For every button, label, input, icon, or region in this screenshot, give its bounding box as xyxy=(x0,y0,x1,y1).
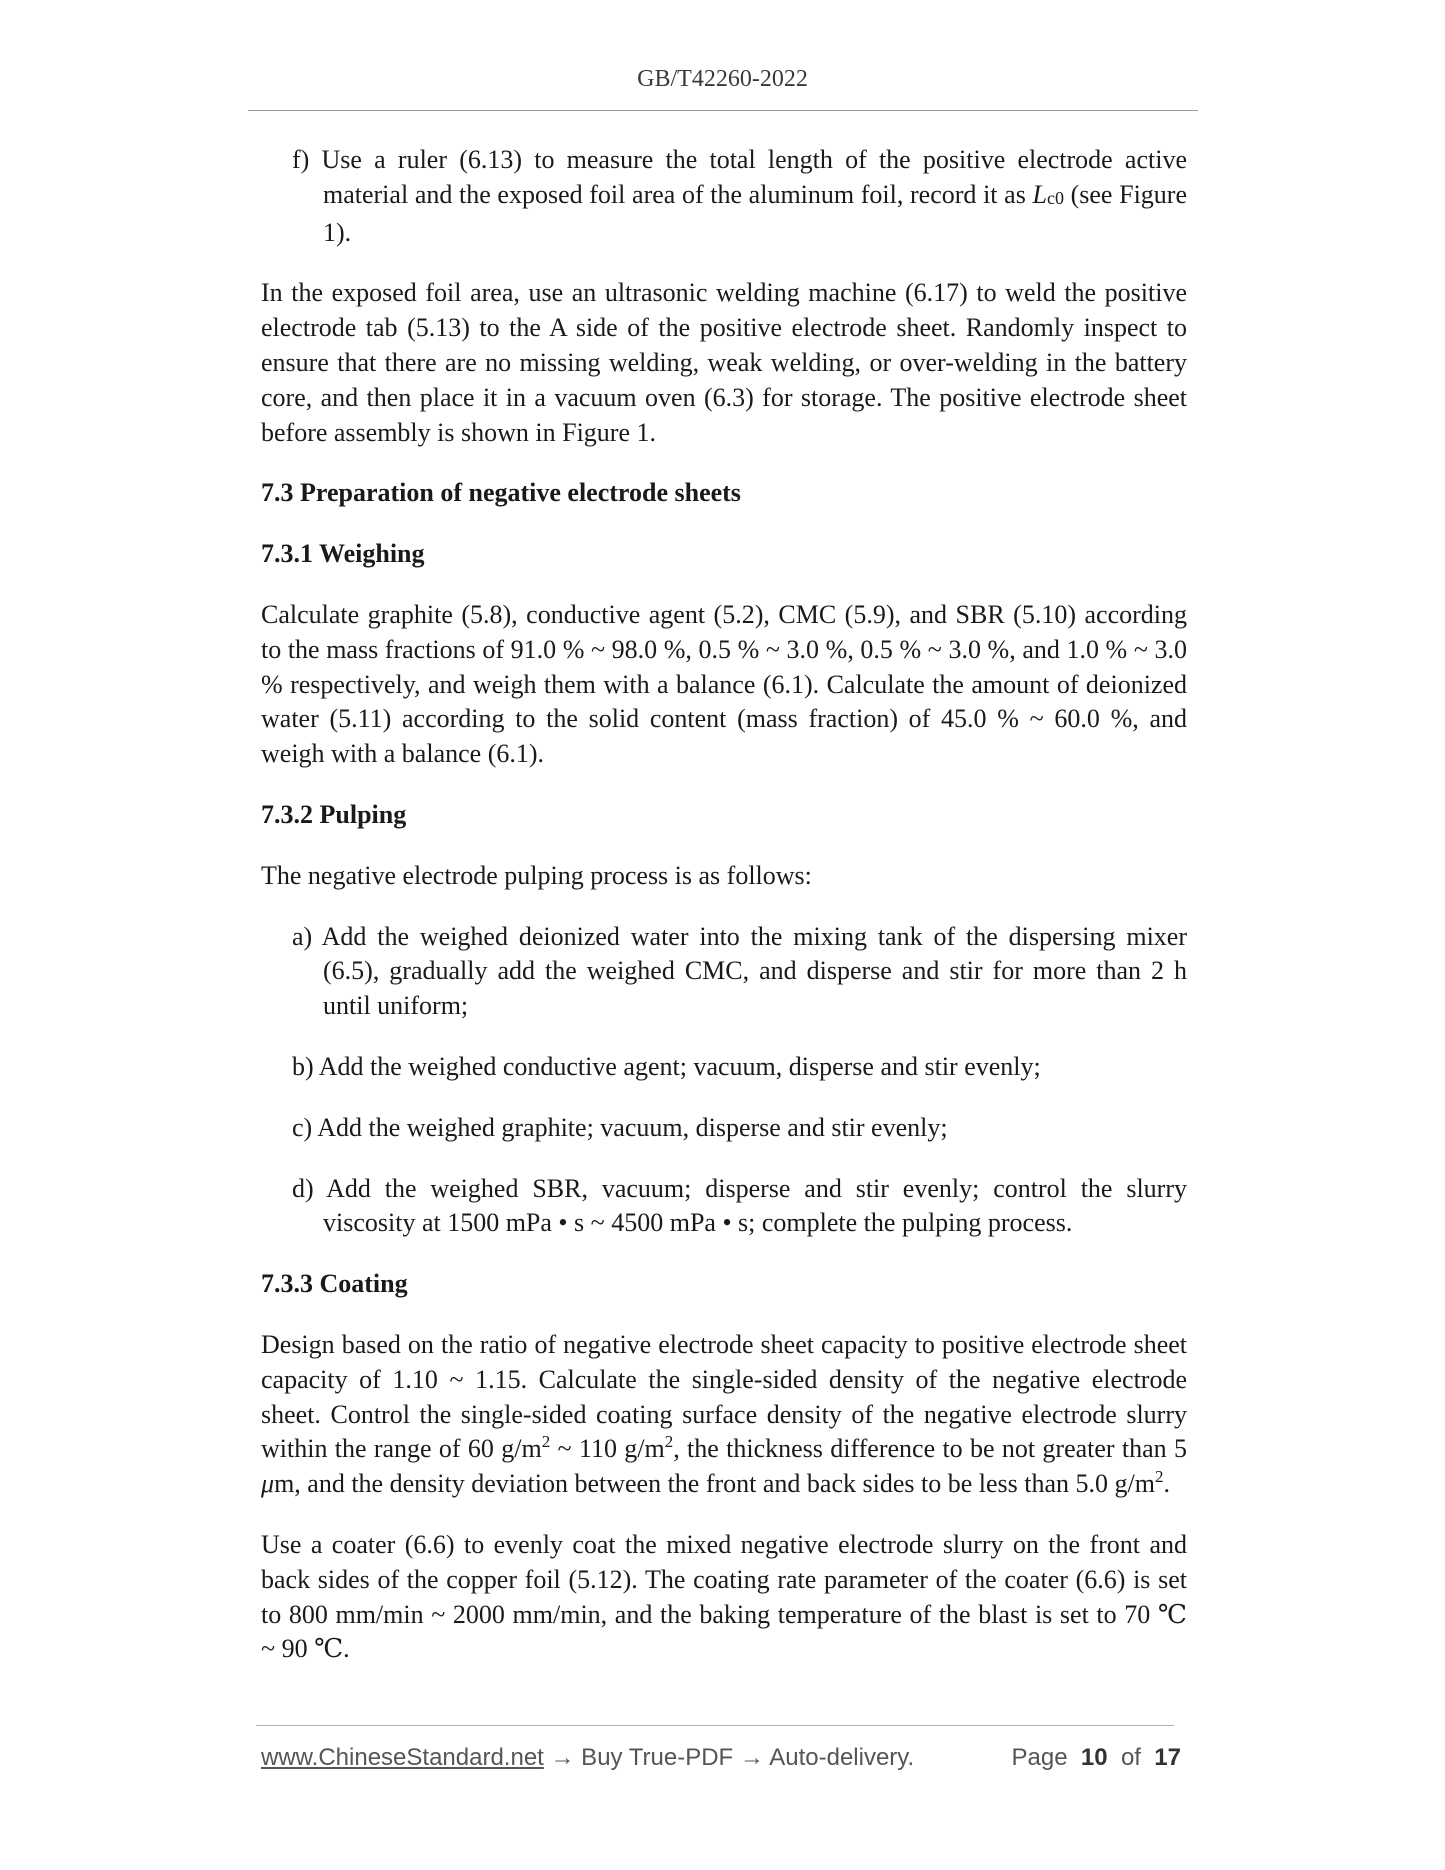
item-f-text: f) Use a ruler (6.13) to measure the total length of the positive electrode active material and the exposed foil area of the aluminum foil, record it as xyxy=(292,145,1187,209)
list-item-a: a) Add the weighed deionized water into the mixing tank of the dispersing mixer (6.5), gradually add the weighed CMC, and disperse and stir for more than 2 h until uniform; xyxy=(292,921,1187,1021)
superscript: 2 xyxy=(541,1432,551,1452)
variable-l: L xyxy=(1032,179,1047,209)
paragraph-coating-density xyxy=(261,1328,1187,1502)
paragraph-coating-process: Use a coater (6.6) to evenly coat the mixed negative electrode slurry on the front and back sides of the copper foil (5.12). The coating rate parameter of the coater (6.6) is set to 800 mm/min ~ 2000 mm/min, and the baking temperature of the blast is set to 70 ℃ ~ 90 ℃. xyxy=(261,1529,1187,1664)
list-item-f xyxy=(261,143,1187,250)
coating-text-1: Design based on the ratio of negative electrode sheet capacity to positive electrode sheet capacity of 1.10 ~ 1.15. Calculate the single-sided density of the negative electrode sheet. Control the single-sided coating surface density of the negative electrode slurry within the range of 60 g/m xyxy=(261,1329,1187,1464)
list-item-c: c) Add the weighed graphite; vacuum, disperse and stir evenly; xyxy=(292,1112,948,1142)
list-item-b: b) Add the weighed conductive agent; vacuum, disperse and stir evenly; xyxy=(292,1051,1041,1081)
section-heading-7-3-3: 7.3.3 Coating xyxy=(261,1269,408,1299)
footer-purchase-text: → Buy True-PDF → Auto-delivery. xyxy=(543,1744,915,1771)
section-heading-7-3-1: 7.3.1 Weighing xyxy=(261,539,425,569)
document-body xyxy=(261,143,1187,1693)
variable-subscript: c0 xyxy=(1046,187,1064,208)
coating-text-5: . xyxy=(1163,1469,1170,1499)
coating-text-4: m, and the density deviation between the front and back sides to be less than 5.0 g/m xyxy=(274,1469,1155,1499)
page-header: GB/T42260-2022 xyxy=(637,66,808,92)
superscript: 2 xyxy=(664,1432,674,1452)
superscript: 2 xyxy=(1154,1467,1164,1487)
coating-text-2: ~ 110 g/m xyxy=(550,1434,665,1464)
total-pages: 17 xyxy=(1154,1744,1181,1771)
website-link[interactable]: www.ChineseStandard.net xyxy=(261,1744,544,1771)
page-footer xyxy=(261,1744,1181,1772)
of-label: of xyxy=(1120,1744,1141,1771)
item-f-suffix: (see Figure 1). xyxy=(323,179,1187,247)
section-heading-7-3: 7.3 Preparation of negative electrode sheets xyxy=(261,478,741,508)
page-indicator xyxy=(1011,1744,1181,1772)
paragraph-weighing: Calculate graphite (5.8), conductive agent (5.2), CMC (5.9), and SBR (5.10) according to the mass fractions of 91.0 % ~ 98.0 %, 0.5 % ~ 3.0 %, 0.5 % ~ 3.0 %, and 1.0 % ~ 3.0 % respectively, and weigh them with a balance (6.1). Calculate the amount of deionized water (5.11) according to the solid content (mass fraction) of 45.0 % ~ 60.0 %, and weigh with a balance (6.1). xyxy=(261,599,1187,769)
paragraph-pulping-intro: The negative electrode pulping process is as follows: xyxy=(261,860,812,890)
section-heading-7-3-2: 7.3.2 Pulping xyxy=(261,799,407,829)
coating-text-3: , the thickness difference to be not greater than 5 xyxy=(673,1434,1187,1464)
header-divider xyxy=(248,110,1198,111)
footer-divider xyxy=(256,1725,1174,1726)
page-label: Page xyxy=(1011,1744,1068,1771)
paragraph-welding: In the exposed foil area, use an ultrasonic welding machine (6.17) to weld the positive electrode tab (5.13) to the A side of the positive electrode sheet. Randomly inspect to ensure that there are no missing welding, weak welding, or over-welding in the battery core, and then place it in a vacuum oven (6.3) for storage. The positive electrode sheet before assembly is shown in Figure 1. xyxy=(261,278,1187,447)
page-number: 10 xyxy=(1080,1744,1108,1771)
mu-symbol: μ xyxy=(261,1469,275,1499)
list-item-d: d) Add the weighed SBR, vacuum; disperse and stir evenly; control the slurry viscosity at 1500 mPa • s ~ 4500 mPa • s; complete the pulping process. xyxy=(292,1173,1187,1238)
